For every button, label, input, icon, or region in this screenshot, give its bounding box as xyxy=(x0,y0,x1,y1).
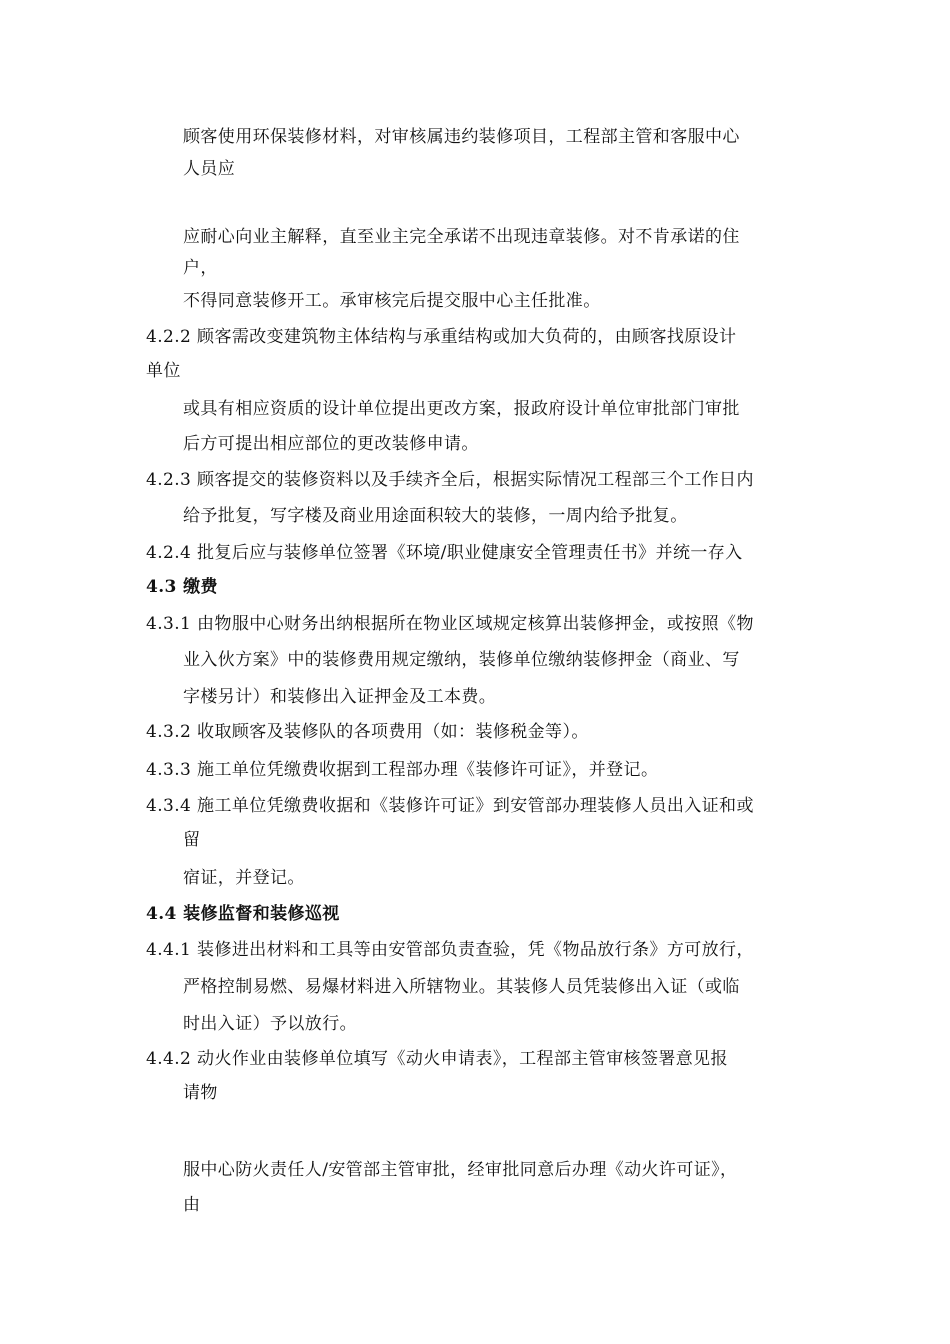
paragraph-line: 后方可提出相应部位的更改装修申请。 xyxy=(183,434,479,454)
section-4-2-2: 4.2.2 顾客需改变建筑物主体结构与承重结构或加大负荷的，由顾客找原设计 xyxy=(146,327,737,347)
paragraph-line: 服中心防火责任人/安管部主管审批，经审批同意后办理《动火许可证》， xyxy=(183,1160,738,1180)
paragraph-line: 留 xyxy=(183,830,201,850)
section-4-2-3: 4.2.3 顾客提交的装修资料以及手续齐全后，根据实际情况工程部三个工作日内 xyxy=(146,470,754,490)
paragraph-line: 不得同意装修开工。承审核完后提交服中心主任批准。 xyxy=(183,291,601,311)
paragraph-line: 宿证，并登记。 xyxy=(183,868,305,888)
paragraph-line: 给予批复，写字楼及商业用途面积较大的装修，一周内给予批复。 xyxy=(183,506,688,526)
paragraph-line: 单位 xyxy=(146,361,181,381)
paragraph-line: 户， xyxy=(183,258,218,278)
section-4-4-1: 4.4.1 装修进出材料和工具等由安管部负责查验，凭《物品放行条》方可放行， xyxy=(146,940,754,960)
section-4-3-3: 4.3.3 施工单位凭缴费收据到工程部办理《装修许可证》，并登记。 xyxy=(146,760,659,780)
paragraph-line: 或具有相应资质的设计单位提出更改方案，报政府设计单位审批部门审批 xyxy=(183,399,740,419)
paragraph-line: 字楼另计）和装修出入证押金及工本费。 xyxy=(183,687,497,707)
paragraph-line: 业入伙方案》中的装修费用规定缴纳，装修单位缴纳装修押金（商业、写 xyxy=(183,650,740,670)
section-4-3-1: 4.3.1 由物服中心财务出纳根据所在物业区域规定核算出装修押金，或按照《物 xyxy=(146,614,754,634)
paragraph-line: 人员应 xyxy=(183,159,236,179)
heading-4-3: 4.3 缴费 xyxy=(146,577,218,597)
paragraph-line: 严格控制易燃、易爆材料进入所辖物业。其装修人员凭装修出入证（或临 xyxy=(183,977,740,997)
paragraph-line: 时出入证）予以放行。 xyxy=(183,1014,357,1034)
heading-4-4: 4.4 装修监督和装修巡视 xyxy=(146,904,340,924)
paragraph-line: 请物 xyxy=(183,1083,218,1103)
section-4-3-2: 4.3.2 收取顾客及装修队的各项费用（如：装修税金等）。 xyxy=(146,722,589,742)
section-4-3-4: 4.3.4 施工单位凭缴费收据和《装修许可证》到安管部办理装修人员出入证和或 xyxy=(146,796,754,816)
section-4-4-2: 4.4.2 动火作业由装修单位填写《动火申请表》，工程部主管审核签署意见报 xyxy=(146,1049,728,1069)
paragraph-line: 顾客使用环保装修材料，对审核属违约装修项目，工程部主管和客服中心 xyxy=(183,127,740,147)
paragraph-line: 由 xyxy=(183,1195,201,1215)
section-4-2-4: 4.2.4 批复后应与装修单位签署《环境/职业健康安全管理责任书》并统一存入 xyxy=(146,543,743,563)
paragraph-line: 应耐心向业主解释，直至业主完全承诺不出现违章装修。对不肯承诺的住 xyxy=(183,227,740,247)
